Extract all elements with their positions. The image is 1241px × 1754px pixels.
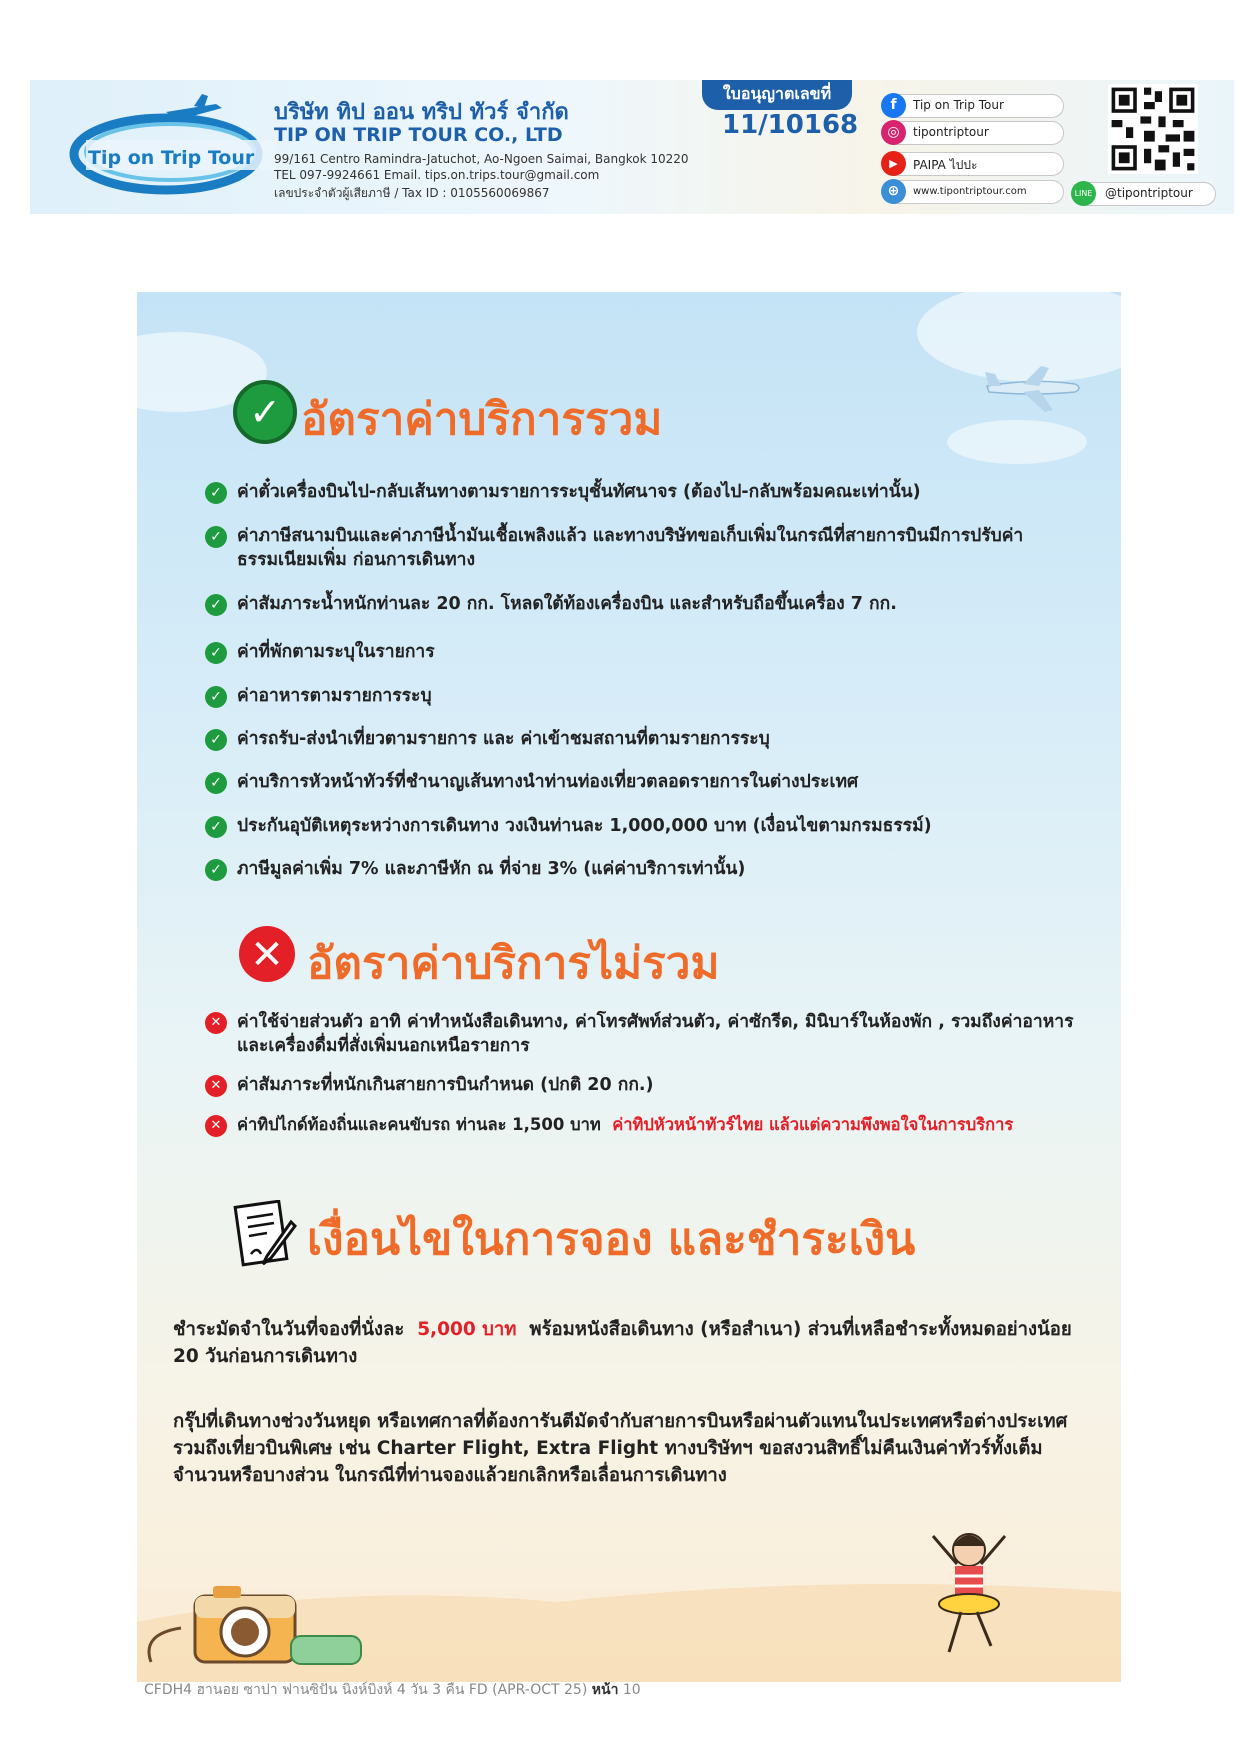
camera-icon xyxy=(141,1574,371,1674)
included-item-text: ประกันอุบัติเหตุระหว่างการเดินทาง วงเงินท่านละ 1,000,000 บาท (เงื่อนไขตามกรมธรรม์) xyxy=(237,816,932,836)
tip-guide-text: ค่าทิปไกด์ท้องถิ่นและคนขับรถ ท่านละ 1,500 บาท xyxy=(237,1115,601,1134)
website-link[interactable] xyxy=(882,180,1064,204)
youtube-link[interactable] xyxy=(882,152,1064,176)
excluded-x-icon: ✕ xyxy=(239,926,295,982)
included-title: อัตราค่าบริการรวม xyxy=(301,394,663,445)
facebook-label: Tip on Trip Tour xyxy=(913,98,1004,112)
page-number: 10 xyxy=(622,1682,641,1698)
facebook-icon: f xyxy=(881,93,906,118)
contract-pen-icon xyxy=(233,1200,299,1270)
logo-text: Tip on Trip Tour xyxy=(88,147,255,169)
check-icon: ✓ xyxy=(205,859,227,881)
included-item-text: ค่ารถรับ-ส่งนำเที่ยวตามรายการ และ ค่าเข้าชมสถานที่ตามรายการระบุ xyxy=(237,729,770,749)
company-tax-id: เลขประจำตัวผู้เสียภาษี / Tax ID : 0105560069867 xyxy=(274,186,550,200)
check-icon: ✓ xyxy=(205,642,227,664)
license-number: 11/10168 xyxy=(722,110,859,140)
facebook-link[interactable] xyxy=(882,94,1064,118)
website-label: www.tipontriptour.com xyxy=(913,186,1027,197)
company-header xyxy=(30,80,1234,214)
booking-title: เงื่อนไขในการจอง และชำระเงิน xyxy=(307,1214,916,1265)
tip-leader-highlight: ค่าทิปหัวหน้าทัวร์ไทย แล้วแต่ความพึงพอใจในการบริการ xyxy=(612,1115,1014,1134)
line-label: @tipontriptour xyxy=(1105,186,1193,200)
tour-conditions-card xyxy=(137,292,1121,1682)
check-icon: ✓ xyxy=(205,772,227,794)
tip-item-text xyxy=(237,1113,1107,1137)
company-address: 99/161 Centro Ramindra-Jatuchot, Ao-Ngoen Saimai, Bangkok 10220 xyxy=(274,152,689,166)
footer-tour-code: CFDH4 ฮานอย ซาปา ฟานซิปัน นิงห์บิงห์ 4 วัน 3 คืน FD (APR-OCT 25) xyxy=(144,1682,588,1698)
page-label: หน้า xyxy=(591,1682,619,1698)
check-icon: ✓ xyxy=(205,526,227,548)
line-icon: LINE xyxy=(1071,181,1096,206)
company-contact: TEL 097-9924661 Email. tips.on.trips.tour@gmail.com xyxy=(274,168,600,182)
instagram-icon: ◎ xyxy=(881,120,906,145)
company-name-english: TIP ON TRIP TOUR CO., LTD xyxy=(274,124,563,146)
deposit-text-post: พร้อมหนังสือเดินทาง (หรือสำเนา) ส่วนที่เหลือชำระทั้งหมดอย่างน้อย 20 วันก่อนการเดินทาง xyxy=(173,1319,1072,1367)
globe-icon: ⊕ xyxy=(881,179,906,204)
x-icon: ✕ xyxy=(205,1012,227,1034)
instagram-link[interactable] xyxy=(882,121,1064,145)
included-item-text: ค่าที่พักตามระบุในรายการ xyxy=(237,642,435,662)
check-icon: ✓ xyxy=(205,594,227,616)
company-name-thai: บริษัท ทิป ออน ทริป ทัวร์ จำกัด xyxy=(274,100,569,125)
deposit-paragraph xyxy=(173,1316,1093,1370)
excluded-item-text: ค่าใช้จ่ายส่วนตัว อาทิ ค่าทำหนังสือเดินทาง, ค่าโทรศัพท์ส่วนตัว, ค่าซักรีด, มินิบาร์ในห้องพัก , รวมถึงค่าอาหารและเครื่องดื่มที่สั่งเพิ่มนอกเหนือรายการ xyxy=(237,1012,1074,1056)
license-label: ใบอนุญาตเลขที่ xyxy=(702,80,852,110)
excluded-item-text: ค่าสัมภาระที่หนักเกินสายการบินกำหนด (ปกติ 20 กก.) xyxy=(237,1075,654,1095)
line-link[interactable] xyxy=(1072,182,1216,206)
page-footer xyxy=(144,1679,641,1701)
holiday-note-paragraph: กรุ๊ปที่เดินทางช่วงวันหยุด หรือเทศกาลที่ต้องการันตีมัดจำกับสายการบินหรือผ่านตัวแทนในประเทศหรือต่างประเทศ รวมถึงเที่ยวบินพิเศษ เช่น Charter Flight, Extra Flight ทางบริษัทฯ ขอสงวนสิทธิ์ไม่คืนเงินค่าทัวร์ทั้งเต็มจำนวนหรือบางส่วน ในกรณีที่ท่านจองแล้วยกเลิกหรือเลื่อนการเดินทาง xyxy=(173,1411,1068,1486)
deposit-amount: 5,000 บาท xyxy=(417,1319,517,1340)
included-item-text: ค่าสัมภาระน้ำหนักท่านละ 20 กก. โหลดใต้ท้องเครื่องบิน และสำหรับถือขึ้นเครื่อง 7 กก. xyxy=(237,594,897,614)
included-check-icon: ✓ xyxy=(233,380,297,444)
included-item-text: ค่าอาหารตามรายการระบุ xyxy=(237,686,432,706)
instagram-label: tipontriptour xyxy=(913,125,989,139)
youtube-icon: ▶ xyxy=(881,151,906,176)
qr-code[interactable] xyxy=(1108,84,1198,174)
deposit-text-pre: ชำระมัดจำในวันที่จองที่นั่งละ xyxy=(173,1319,405,1340)
excluded-title: อัตราค่าบริการไม่รวม xyxy=(307,938,720,989)
included-item-text: ค่าบริการหัวหน้าทัวร์ที่ชำนาญเส้นทางนำท่านท่องเที่ยวตลอดรายการในต่างประเทศ xyxy=(237,772,859,792)
check-icon: ✓ xyxy=(205,816,227,838)
airplane-icon xyxy=(983,364,1083,416)
check-icon: ✓ xyxy=(205,482,227,504)
child-character-icon xyxy=(919,1524,1017,1662)
x-icon: ✕ xyxy=(205,1075,227,1097)
company-logo xyxy=(66,94,276,198)
included-item-text: ค่าตั๋วเครื่องบินไป-กลับเส้นทางตามรายการระบุชั้นทัศนาจร (ต้องไป-กลับพร้อมคณะเท่านั้น) xyxy=(237,482,921,502)
included-item-text: ค่าภาษีสนามบินและค่าภาษีน้ำมันเชื้อเพลิงแล้ว และทางบริษัทขอเก็บเพิ่มในกรณีที่สายการบินมีการปรับค่าธรรมเนียมเพิ่ม ก่อนการเดินทาง xyxy=(237,526,1024,570)
x-icon: ✕ xyxy=(205,1115,227,1137)
check-icon: ✓ xyxy=(205,686,227,708)
included-item-text: ภาษีมูลค่าเพิ่ม 7% และภาษีหัก ณ ที่จ่าย 3% (แค่ค่าบริการเท่านั้น) xyxy=(237,859,746,879)
youtube-label: PAIPA ไปปะ xyxy=(913,158,978,172)
check-icon: ✓ xyxy=(205,729,227,751)
